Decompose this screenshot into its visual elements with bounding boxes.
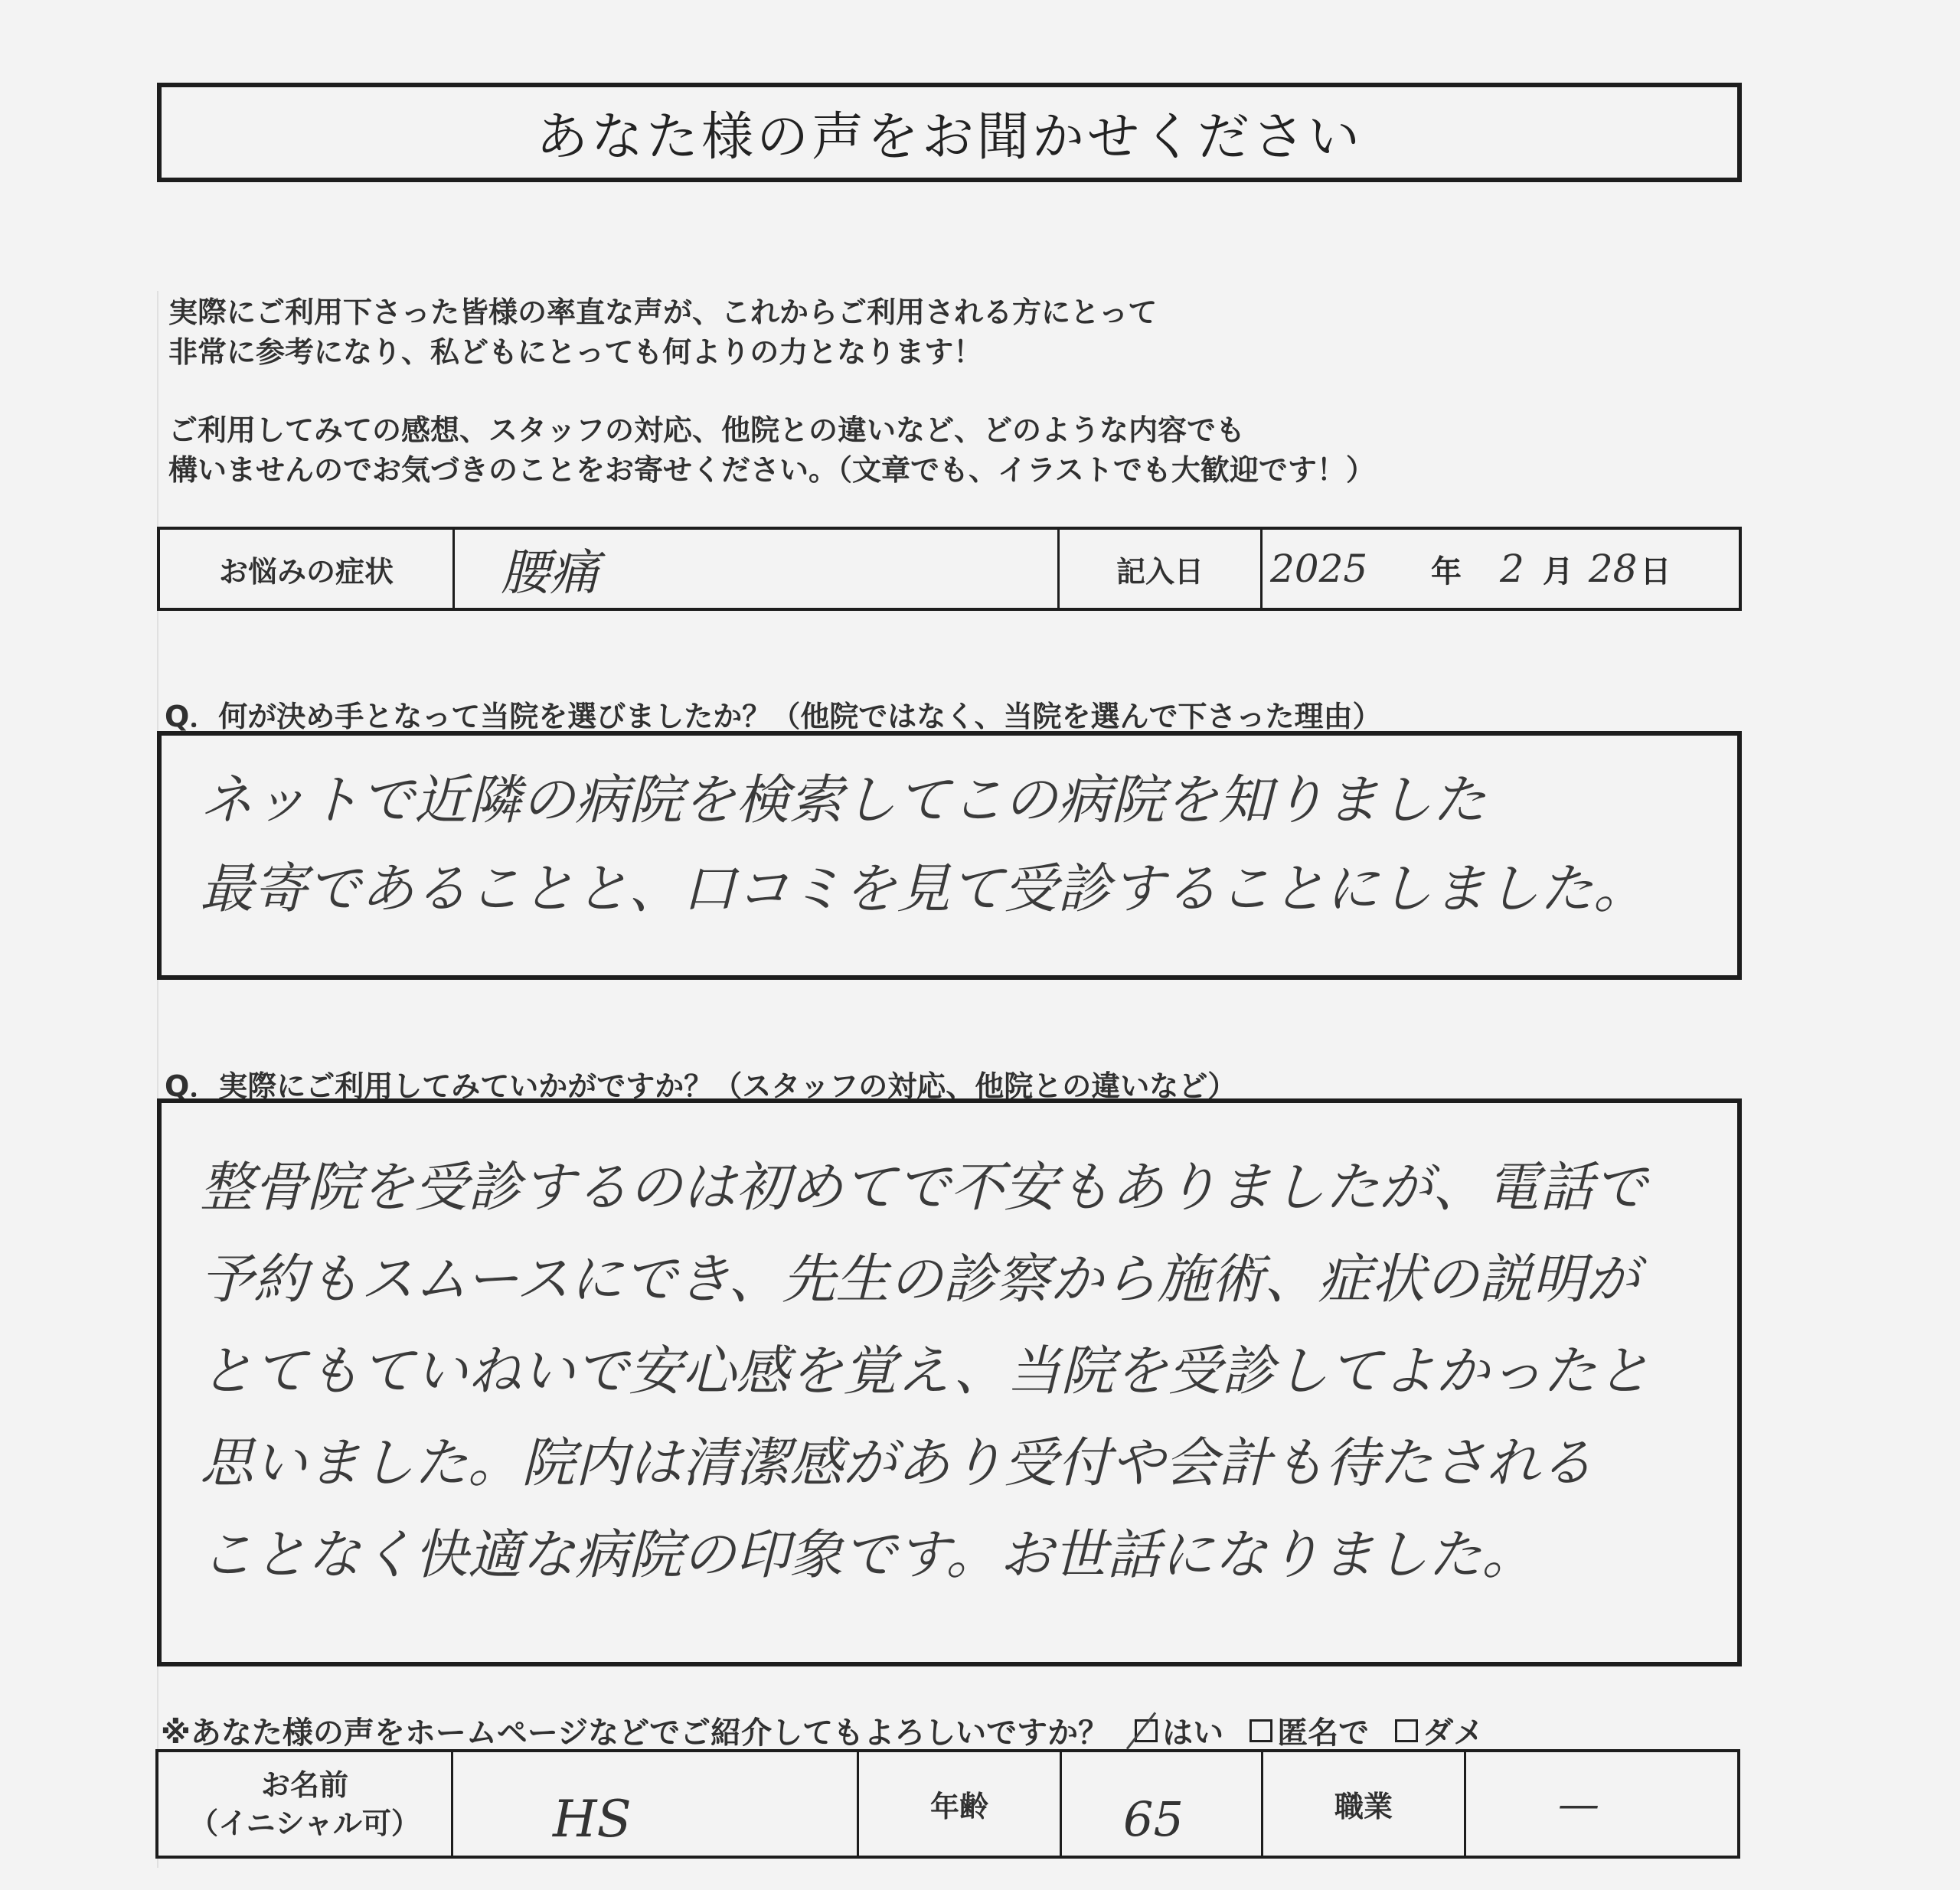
checkbox-icon[interactable] [1250,1719,1272,1742]
answer-line: 整骨院を受診するのは初めてで不安もありましたが、電話で [200,1156,1647,1219]
date-day: 28 [1588,547,1638,591]
answer-line: 最寄であることと、口コミを見て受診することにしました。 [200,857,1647,920]
symptom-label: お悩みの症状 [160,530,455,608]
answer-line: 予約もスムースにでき、先生の診察から施術、症状の説明が [200,1248,1640,1311]
answer-line: ネットで近隣の病院を検索してこの病院を知りました [200,769,1486,831]
checkbox-checked-icon[interactable] [1135,1719,1158,1742]
name-label-main: お名前 [260,1768,348,1802]
date-year: 2025 [1270,547,1368,591]
age-label: 年齢 [859,1752,1062,1856]
answer-line: とてもていねいで安心感を覚え、当院を受診してよかったと [200,1340,1651,1402]
name-field[interactable] [453,1752,859,1856]
question-2: Q．実際にご利用してみていかがですか？（スタッフの対応、他院との違いなど） [165,1069,1237,1103]
intro-text [168,410,1375,490]
answer-box-2[interactable] [157,1098,1742,1666]
intro-line: 構いませんのでお気づきのことをお寄せください。（文章でも、イラストでも大歓迎です！） [168,453,1375,487]
symptom-value: 腰痛 [501,545,599,602]
intro-line: 非常に参考になり、私どもにとっても何よりの力となります！ [168,335,983,369]
name-value: HS [553,1790,632,1849]
consent-option-no[interactable] [1395,1709,1484,1752]
intro-line: ご利用してみての感想、スタッフの対応、他院との違いなど、どのような内容でも [168,413,1246,447]
symptom-field[interactable] [455,530,1060,608]
date-month: 2 [1500,547,1524,591]
intro-line: 実際にご利用下さった皆様の率直な声が、これからご利用される方にとって [168,295,1158,329]
name-label-sub: （イニシャル可） [189,1806,420,1840]
symptom-date-table [157,527,1742,611]
date-field[interactable] [1263,530,1739,608]
age-field[interactable] [1062,1752,1263,1856]
consent-option-anonymous[interactable] [1250,1709,1369,1752]
consent-question: ※あなた様の声をホームページなどでご紹介してもよろしいですか？ [161,1715,1109,1751]
consent-option-label: はい [1162,1715,1224,1751]
consent-option-yes[interactable] [1135,1709,1223,1752]
date-label: 記入日 [1060,530,1263,608]
answer-line: ことなく快適な病院の印象です。お世話になりました。 [200,1523,1536,1586]
job-value: — [1558,1780,1599,1828]
job-field[interactable] [1466,1752,1737,1856]
date-month-unit: 月 [1542,553,1573,589]
intro-text [168,292,1157,372]
question-1: Q．何が決め手となって当院を選びましたか？（他院ではなく、当院を選んで下さった理由） [165,700,1382,733]
date-day-unit: 日 [1640,553,1671,589]
consent-option-label: 匿名で [1277,1715,1370,1751]
profile-table [155,1749,1740,1859]
consent-option-label: ダメ [1423,1715,1485,1751]
name-label [158,1752,453,1856]
date-year-unit: 年 [1431,553,1462,589]
page-title: あなた様の声をお聞かせください [535,106,1363,168]
answer-line: 思いました。院内は清潔感があり受付や会計も待たされる [200,1431,1593,1494]
age-value: 65 [1123,1791,1184,1847]
job-label: 職業 [1263,1752,1466,1856]
checkbox-icon[interactable] [1395,1719,1418,1742]
title-box [157,83,1742,182]
answer-box-1[interactable] [157,731,1742,980]
consent-row [161,1709,1484,1752]
